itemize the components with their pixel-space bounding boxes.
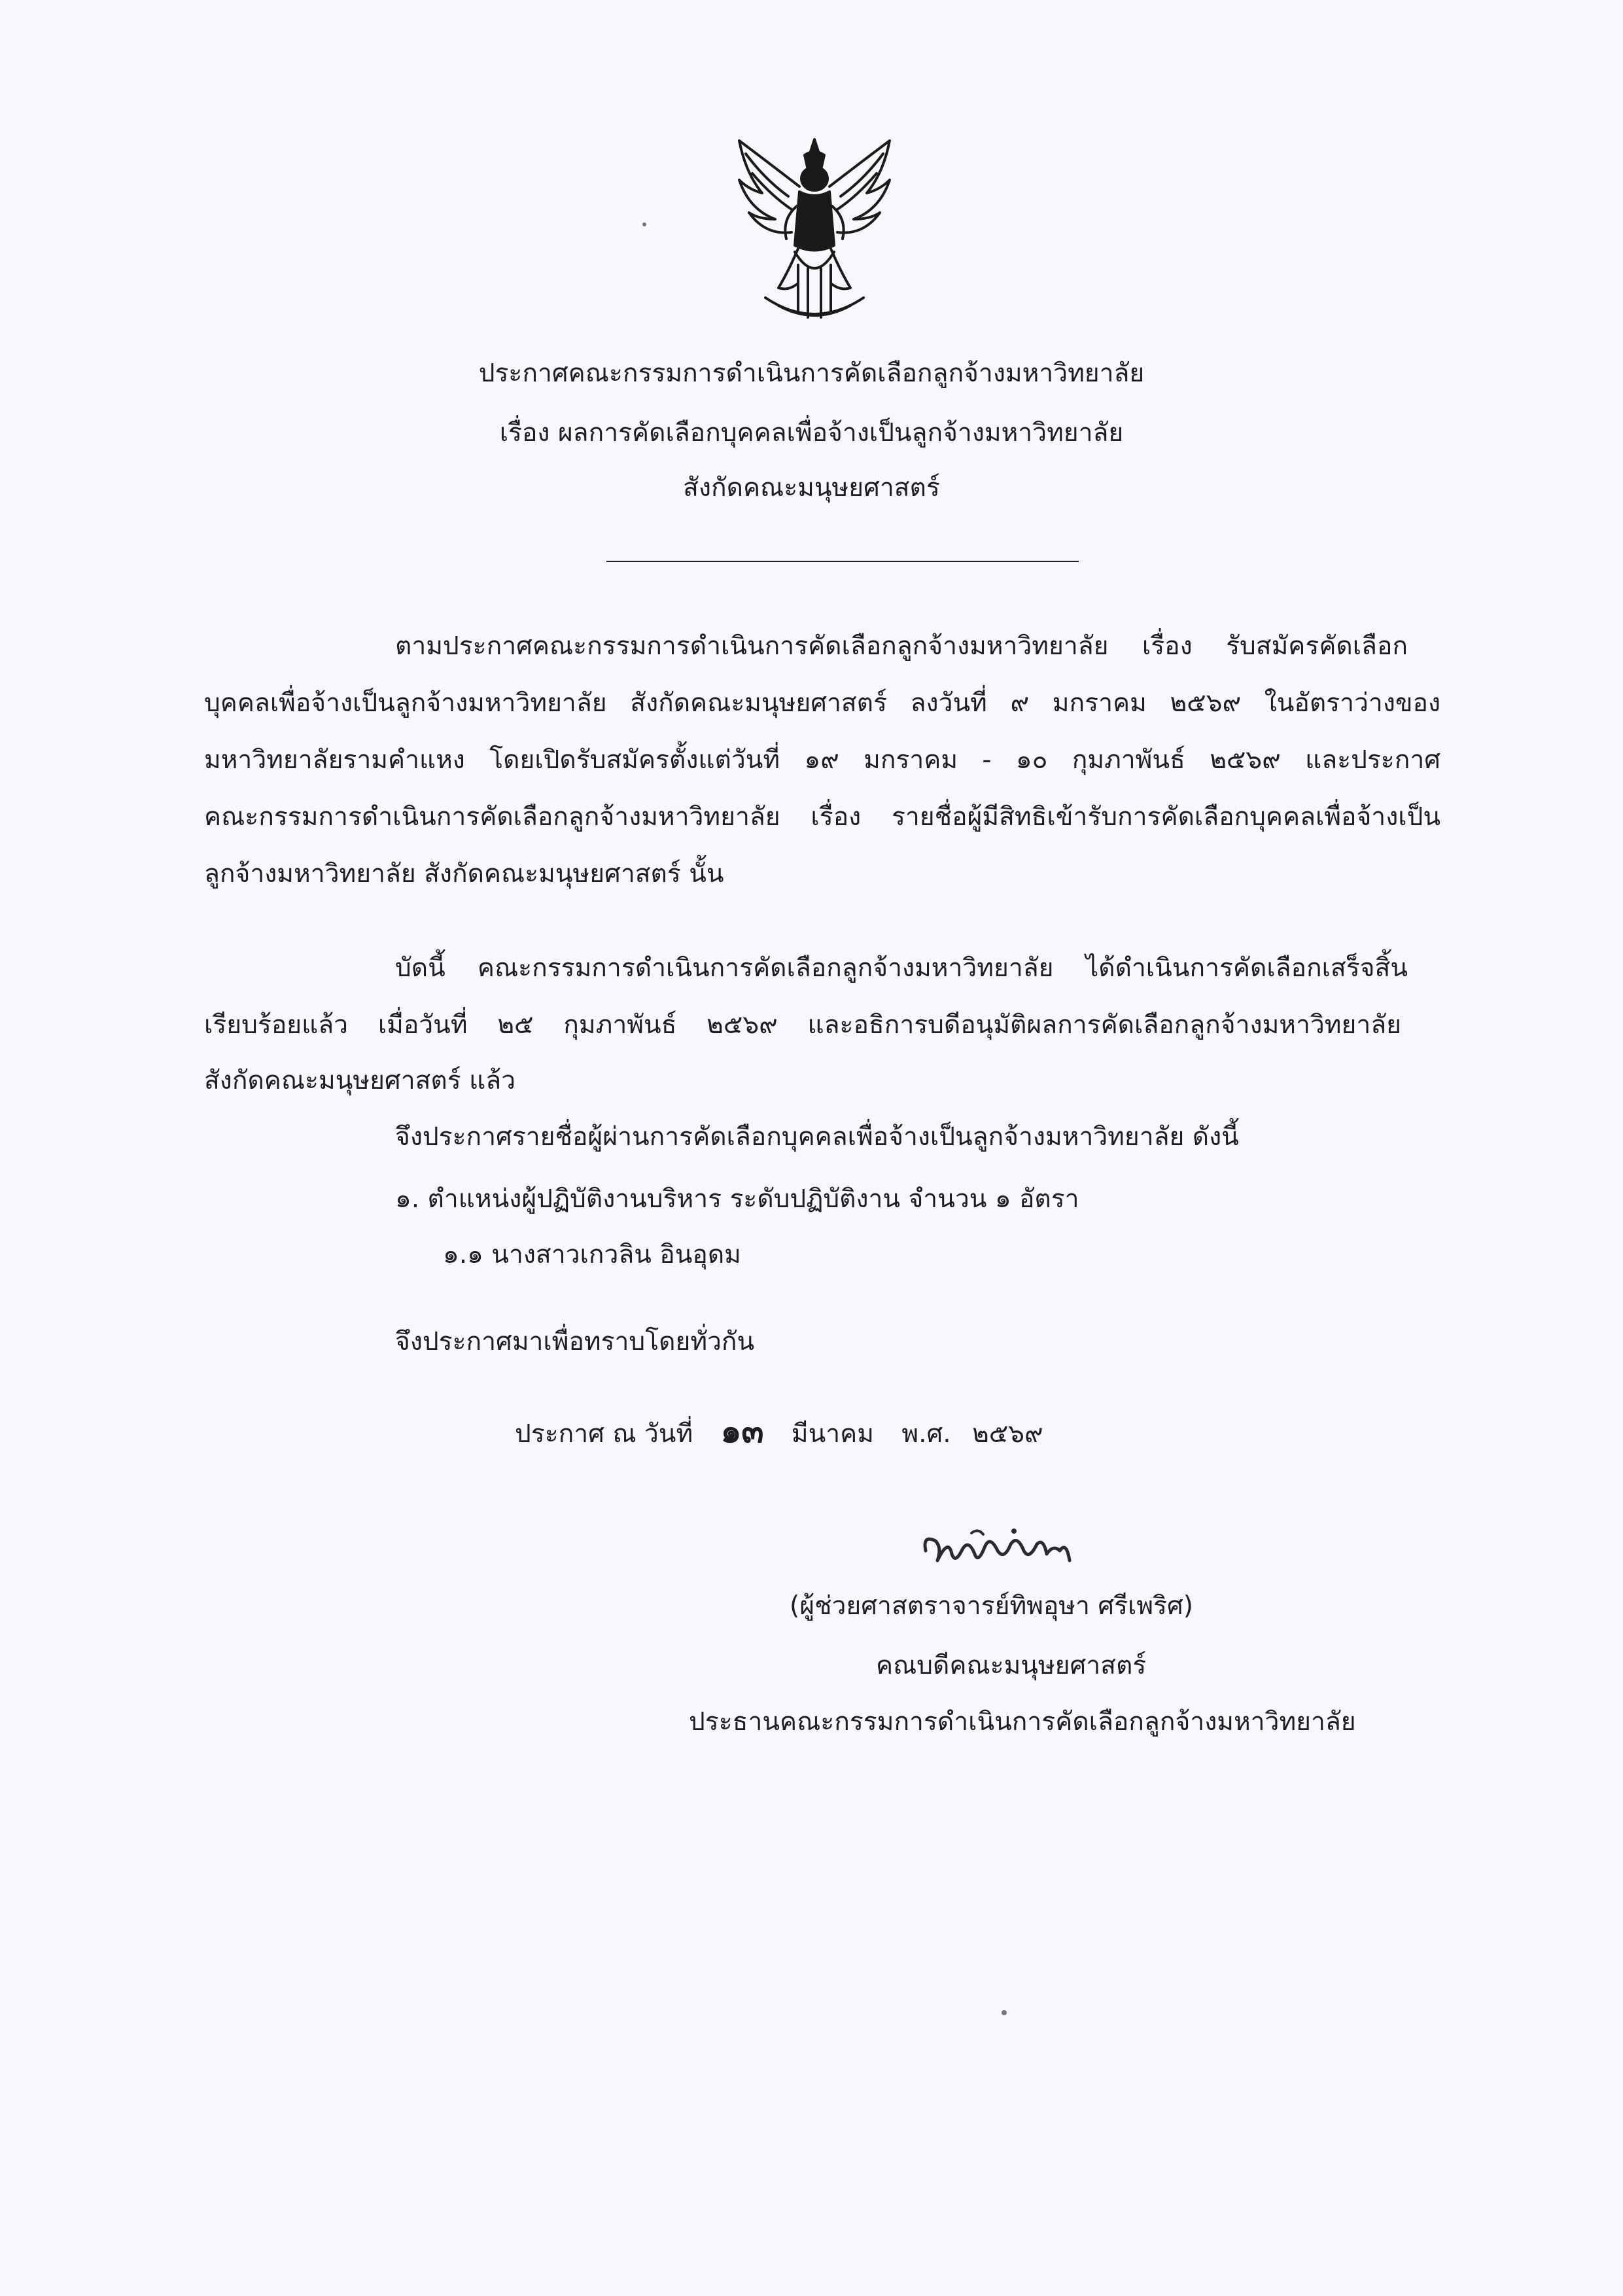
position-line: ๑. ตำแหน่งผู้ปฏิบัติงานบริหาร ระดับปฏิบัติงาน จำนวน ๑ อัตรา [395, 1184, 1079, 1214]
para2-line-2: เรียบร้อยแล้ว เมื่อวันที่ ๒๕ กุมภาพันธ์ ๒๕๖๙ และอธิการบดีอนุมัติผลการคัดเลือกลูกจ้างมหาวิทยาลัย [204, 1010, 1401, 1040]
title-divider [606, 561, 1079, 562]
candidate-line: ๑.๑ นางสาวเกวลิน อินอุดม [443, 1240, 741, 1269]
closing-line: จึงประกาศมาเพื่อทราบโดยทั่วกัน [395, 1327, 755, 1356]
para1-line-1: ตามประกาศคณะกรรมการดำเนินการคัดเลือกลูกจ้างมหาวิทยาลัย เรื่อง รับสมัครคัดเลือก [395, 631, 1408, 661]
announcement-title-line-3: สังกัดคณะมนุษยศาสตร์ [683, 473, 940, 503]
announcement-title-line-2: เรื่อง ผลการคัดเลือกบุคคลเพื่อจ้างเป็นลูกจ้างมหาวิทยาลัย [499, 418, 1124, 448]
scan-speck [642, 222, 646, 226]
date-era: พ.ศ. [901, 1419, 951, 1449]
garuda-emblem-icon [726, 134, 903, 330]
para1-line-4: คณะกรรมการดำเนินการคัดเลือกลูกจ้างมหาวิทยาลัย เรื่อง รายชื่อผู้มีสิทธิเข้ารับการคัดเลือกบุคคลเพื่อจ้างเป็น [204, 802, 1440, 832]
scan-speck [1002, 2010, 1007, 2015]
para1-line-3: มหาวิทยาลัยรามคำแหง โดยเปิดรับสมัครตั้งแต่วันที่ ๑๙ มกราคม - ๑๐ กุมภาพันธ์ ๒๕๖๙ และประกาศ [204, 745, 1440, 775]
para2-line-1: บัดนี้ คณะกรรมการดำเนินการคัดเลือกลูกจ้างมหาวิทยาลัย ได้ดำเนินการคัดเลือกเสร็จสิ้น [395, 953, 1408, 983]
date-month: มีนาคม [791, 1419, 874, 1449]
date-day: ๑๓ [720, 1411, 764, 1450]
signatory-title-1: คณบดีคณะมนุษยศาสตร์ [876, 1651, 1147, 1680]
date-line [515, 1411, 1043, 1454]
para1-line-2: บุคคลเพื่อจ้างเป็นลูกจ้างมหาวิทยาลัย สังกัดคณะมนุษยศาสตร์ ลงวันที่ ๙ มกราคม ๒๕๖๙ ในอัตราว่างของ [204, 688, 1440, 718]
announce-line: จึงประกาศรายชื่อผู้ผ่านการคัดเลือกบุคคลเพื่อจ้างเป็นลูกจ้างมหาวิทยาลัย ดังนี้ [395, 1122, 1239, 1152]
date-year: ๒๕๖๙ [972, 1419, 1043, 1449]
signatory-title-2: ประธานคณะกรรมการดำเนินการคัดเลือกลูกจ้างมหาวิทยาลัย [689, 1707, 1356, 1737]
handwritten-signature-icon [913, 1515, 1109, 1580]
signatory-name: (ผู้ช่วยศาสตราจารย์ทิพอุษา ศรีเพริศ) [790, 1591, 1193, 1621]
para1-line-5: ลูกจ้างมหาวิทยาลัย สังกัดคณะมนุษยศาสตร์ นั้น [204, 859, 724, 889]
para2-line-3: สังกัดคณะมนุษยศาสตร์ แล้ว [204, 1066, 515, 1095]
announcement-title-line-1: ประกาศคณะกรรมการดำเนินการคัดเลือกลูกจ้างมหาวิทยาลัย [478, 359, 1145, 388]
date-prefix: ประกาศ ณ วันที่ [515, 1419, 693, 1449]
